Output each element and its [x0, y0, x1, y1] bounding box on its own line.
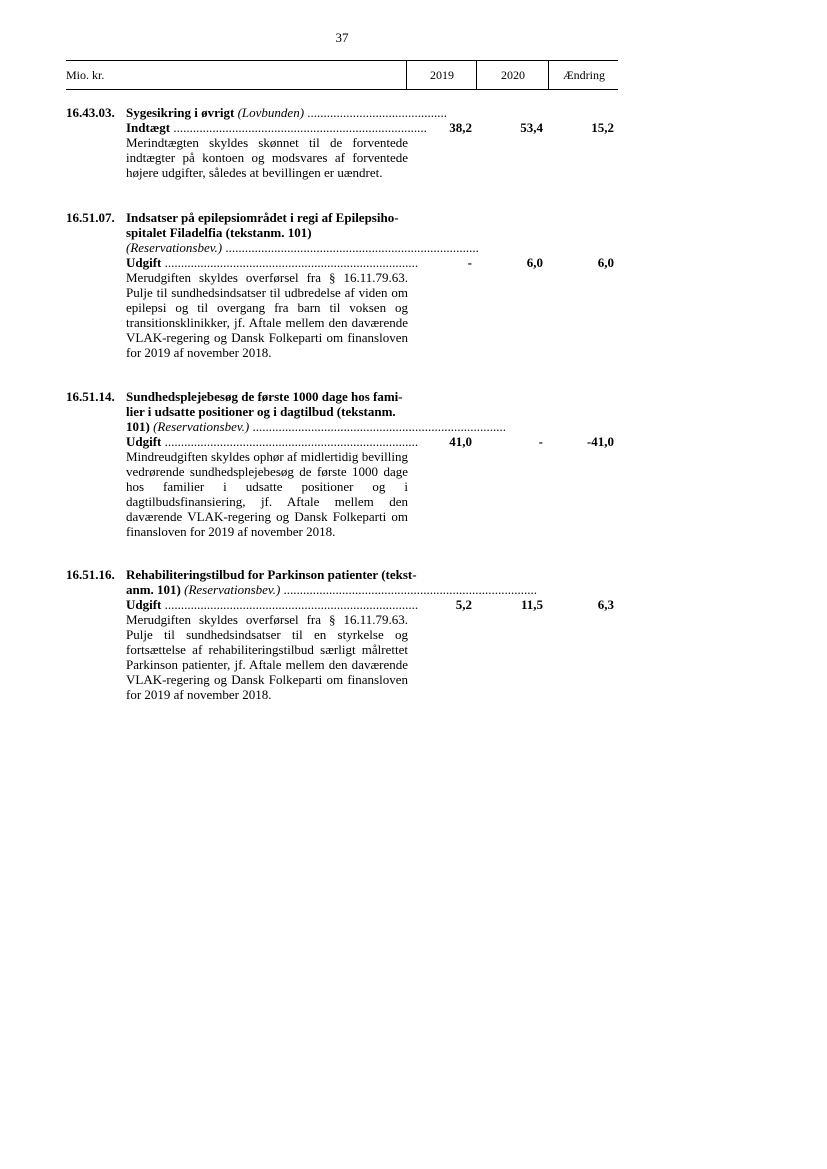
- entry-code: 16.51.16.: [66, 567, 115, 582]
- entry-title: Sygesikring i øvrigt: [126, 105, 235, 120]
- entry-title-line: lier i udsatte positioner og i dagtilbud (tekstanm.: [126, 404, 396, 419]
- entry-body: Sygesikring i øvrigt (Lovbunden) ........................................... Indtægt .............................................................................. Merindtægten skyldes skønnet til de forventede indtægter på kontoen og modsvares af forventede højere udgifter, således at bevillingen er uændret.: [126, 105, 448, 180]
- entry-title-line: anm. 101): [126, 582, 181, 597]
- entry-body: Sundhedsplejebesøg de første 1000 dage hos fami- lier i udsatte positioner og i dagtilbud (tekstanm. 101) (Reservationsbev.) .............................................................................. Udgift .............................................................................. Mindreudgiften skyldes ophør af midlertidig bevilling vedrørende sundhedsplejebesøg de første 1000 dage hos familier i udsatte positioner og i dagtilbudsfinansiering, jf. Aftale mellem den daværende VLAK-regering og Dansk Folkeparti om finansloven for 2019 af november 2018.: [126, 389, 506, 539]
- entry-description: Mindreudgiften skyldes ophør af midlertidig bevilling vedrørende sundhedsplejebesøg de første 1000 dage hos familier i udsatte positioner og i dagtilbudsfinansiering, jf. Aftale mellem den daværende VLAK-regering og Dansk Folkeparti om finansloven for 2019 af november 2018.: [126, 449, 408, 539]
- entry-description: Merudgiften skyldes overførsel fra § 16.11.79.63. Pulje til sundhedsindsatser til udbredelse af viden om epilepsi og til overgang fra barn til voksen og transitionsklinikker, jf. Aftale mellem den daværende VLAK-regering og Dansk Folkeparti om finansloven for 2019 af november 2018.: [126, 270, 408, 360]
- value-2020: 6,0: [526, 255, 543, 270]
- page-number: 37: [335, 30, 349, 45]
- entry-code: 16.51.14.: [66, 389, 115, 404]
- column-header-2020: 2020: [476, 61, 549, 89]
- entry-appropriation-type: (Reservationsbev.): [184, 582, 281, 597]
- unit-header: Mio. kr.: [66, 68, 105, 82]
- entry-description: Merudgiften skyldes overførsel fra § 16.11.79.63. Pulje til sundhedsindsatser til en styrkelse og fortsættelse af rehabiliteringstilbud særligt målrettet Parkinson patienter, jf. Aftale mellem den daværende VLAK-regering og Dansk Folkeparti om finansloven for 2019 af november 2018.: [126, 612, 408, 702]
- entry-type-label: Udgift: [126, 255, 162, 270]
- value-2020: 53,4: [520, 120, 543, 135]
- entry-description: Merindtægten skyldes skønnet til de forventede indtægter på kontoen og modsvares af forventede højere udgifter, således at bevillingen er uændret.: [126, 135, 408, 180]
- entry-title-line: 101): [126, 419, 150, 434]
- value-2019: 5,2: [455, 597, 472, 612]
- entry-appropriation-type: (Reservationsbev.): [153, 419, 250, 434]
- entry-body: Rehabiliteringstilbud for Parkinson patienter (tekst- anm. 101) (Reservationsbev.) .............................................................................. Udgift .............................................................................. Merudgiften skyldes overførsel fra § 16.11.79.63. Pulje til sundhedsindsatser til en styrkelse og fortsættelse af rehabiliteringstilbud særligt målrettet Parkinson patienter, jf. Aftale mellem den daværende VLAK-regering og Dansk Folkeparti om finansloven for 2019 af november 2018.: [126, 567, 538, 702]
- entry-title-line: Sundhedsplejebesøg de første 1000 dage hos fami-: [126, 389, 403, 404]
- value-change: 6,3: [597, 597, 614, 612]
- entry-appropriation-type: (Lovbunden): [237, 105, 305, 120]
- entry-title-line: spitalet Filadelfia (tekstanm. 101): [126, 225, 312, 240]
- table-header: [66, 60, 618, 90]
- entry-title-line: Indsatser på epilepsiområdet i regi af Epilepsiho-: [126, 210, 399, 225]
- entry-type-label: Indtægt: [126, 120, 171, 135]
- column-header-2019: 2019: [406, 61, 477, 89]
- entry-type-label: Udgift: [126, 597, 162, 612]
- value-change: 15,2: [591, 120, 614, 135]
- value-2020: 11,5: [520, 597, 543, 612]
- value-2020: -: [538, 434, 543, 449]
- entry-code: 16.51.07.: [66, 210, 115, 225]
- value-2019: 38,2: [449, 120, 472, 135]
- entry-body: Indsatser på epilepsiområdet i regi af Epilepsiho- spitalet Filadelfia (tekstanm. 101) (Reservationsbev.) .............................................................................. Udgift .............................................................................. Merudgiften skyldes overførsel fra § 16.11.79.63. Pulje til sundhedsindsatser til udbredelse af viden om epilepsi og til overgang fra barn til voksen og transitionsklinikker, jf. Aftale mellem den daværende VLAK-regering og Dansk Folkeparti om finansloven for 2019 af november 2018.: [126, 210, 479, 360]
- column-header-change: Ændring: [548, 61, 619, 89]
- value-change: -41,0: [586, 434, 614, 449]
- entry-appropriation-type: (Reservationsbev.): [126, 240, 223, 255]
- value-2019: -: [467, 255, 472, 270]
- value-2019: 41,0: [449, 434, 472, 449]
- entry-code: 16.43.03.: [66, 105, 115, 120]
- entry-type-label: Udgift: [126, 434, 162, 449]
- value-change: 6,0: [597, 255, 614, 270]
- entry-title-line: Rehabiliteringstilbud for Parkinson patienter (tekst-: [126, 567, 417, 582]
